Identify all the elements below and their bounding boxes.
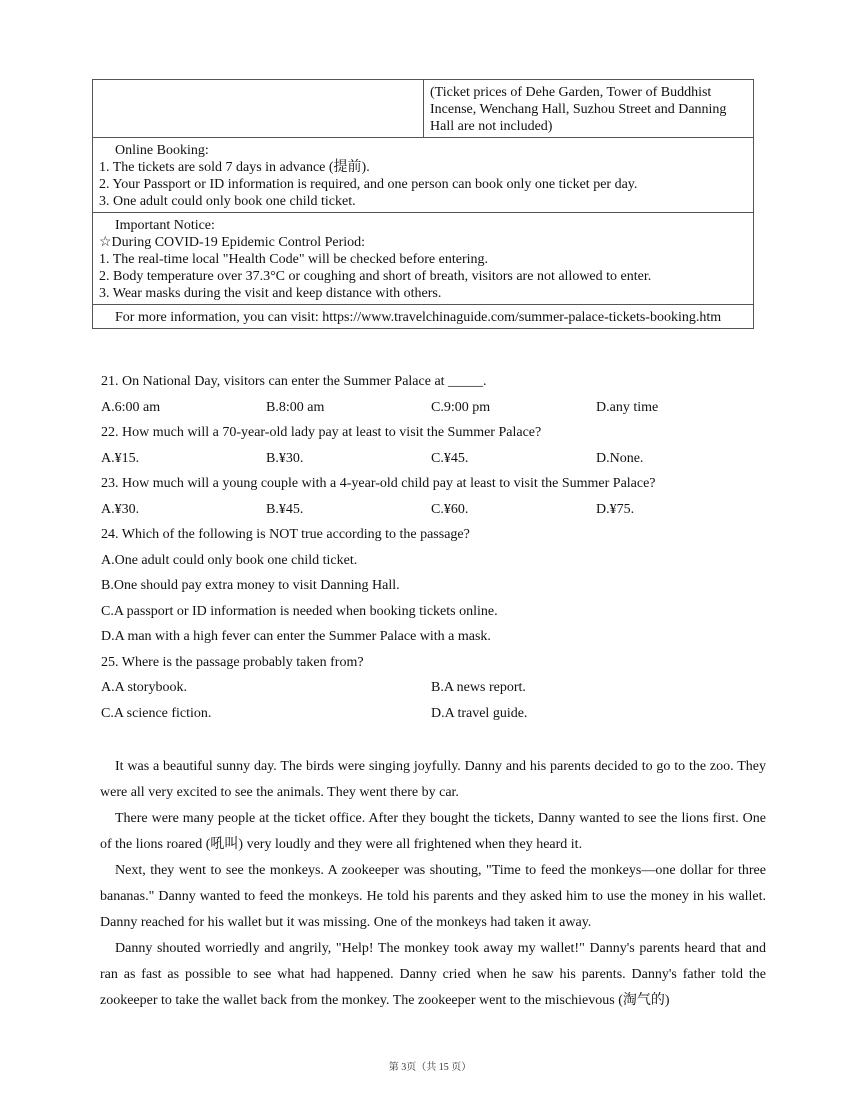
question-25: 25. Where is the passage probably taken from? [101, 654, 364, 670]
questions-section [101, 372, 771, 729]
important-notice-title: Important Notice: [115, 218, 215, 233]
important-notice-subtitle: ☆During COVID-19 Epidemic Control Period: [99, 235, 366, 250]
ticket-info-table [92, 79, 754, 329]
option-d: D.A travel guide. [431, 705, 528, 721]
option-c: C.¥60. [431, 501, 469, 517]
more-info-section [93, 305, 754, 329]
option-c: C.¥45. [431, 450, 469, 466]
passage-paragraph: It was a beautiful sunny day. The birds were singing joyfully. Danny and his parents decided to go to the zoo. They were all very excited to see the animals. They went there by car. [100, 759, 766, 800]
passage-paragraph: Next, they went to see the monkeys. A zookeeper was shouting, "Time to feed the monkeys—one dollar for three bananas." Danny wanted to feed the monkeys. He told his parents and they asked him to use the money in his wallet. Danny reached for his wallet but it was missing. One of the monkeys had taken it away. [100, 863, 766, 930]
question-22: 22. How much will a 70-year-old lady pay at least to visit the Summer Palace? [101, 425, 542, 440]
table-row [93, 213, 754, 305]
important-notice-item: 3. Wear masks during the visit and keep distance with others. [99, 286, 442, 301]
option-c: C.9:00 pm [431, 399, 491, 415]
option-b: B.A news report. [431, 680, 526, 695]
online-booking-item: 1. The tickets are sold 7 days in advance (提前). [99, 160, 370, 175]
passage-paragraph: Danny shouted worriedly and angrily, "Help! The monkey took away my wallet!" Danny's parents heard that and ran as fast as possible to see what had happened. Danny cried when he saw his parents. Danny's father told the zookeeper to take the wallet back from the monkey. The zookeeper went to the mischievous (淘气的) [100, 941, 766, 1008]
option-b: B.8:00 am [266, 399, 325, 415]
table-cell-excluded-prices: (Ticket prices of Dehe Garden, Tower of Buddhist Incense, Wenchang Hall, Suzhou Street and Danning Hall are not included) [424, 80, 754, 138]
question-24: 24. Which of the following is NOT true according to the passage? [101, 527, 470, 542]
options-21 [101, 398, 771, 424]
options-25-row2 [101, 704, 771, 730]
option-d: D.A man with a high fever can enter the Summer Palace with a mask. [101, 629, 491, 644]
option-d: D.any time [596, 399, 659, 415]
important-notice-item: 2. Body temperature over 37.3°C or coughing and short of breath, visitors are not allowed to enter. [99, 269, 652, 284]
option-b: B.¥45. [266, 501, 304, 517]
passage-paragraph: There were many people at the ticket office. After they bought the tickets, Danny wanted to see the lions first. One of the lions roared (吼叫) very loudly and they were all frightened when they heard it. [100, 811, 766, 852]
online-booking-title: Online Booking: [115, 143, 209, 158]
option-a: A.¥15. [101, 450, 140, 466]
reading-passage [100, 754, 766, 1014]
option-c: C.A passport or ID information is needed when booking tickets online. [101, 603, 498, 619]
important-notice-item: 1. The real-time local "Health Code" will be checked before entering. [99, 252, 489, 267]
options-22 [101, 449, 771, 475]
more-info-text: For more information, you can visit: https://www.travelchinaguide.com/summer-palace-tickets-booking.htm [115, 310, 722, 325]
option-a: A.6:00 am [101, 399, 161, 415]
online-booking-item: 3. One adult could only book one child ticket. [99, 194, 356, 209]
online-booking-section [93, 138, 754, 213]
option-c: C.A science fiction. [101, 705, 212, 721]
table-row [93, 138, 754, 213]
question-23: 23. How much will a young couple with a 4-year-old child pay at least to visit the Summer Palace? [101, 476, 656, 491]
important-notice-section [93, 213, 754, 305]
page-footer: 第 3页（共 15 页） [388, 1062, 472, 1073]
options-25-row1 [101, 678, 771, 704]
question-21: 21. On National Day, visitors can enter the Summer Palace at _____. [101, 374, 487, 389]
table-cell-empty [93, 80, 424, 138]
option-d: D.None. [596, 450, 644, 466]
option-b: B.¥30. [266, 450, 304, 466]
option-a: A.One adult could only book one child ticket. [101, 552, 358, 568]
table-row [93, 305, 754, 329]
options-23 [101, 500, 771, 526]
option-a: A.A storybook. [101, 680, 187, 695]
option-b: B.One should pay extra money to visit Danning Hall. [101, 578, 400, 593]
table-row [93, 80, 754, 138]
option-d: D.¥75. [596, 501, 635, 517]
online-booking-item: 2. Your Passport or ID information is required, and one person can book only one ticket per day. [99, 177, 638, 192]
option-a: A.¥30. [101, 501, 140, 517]
